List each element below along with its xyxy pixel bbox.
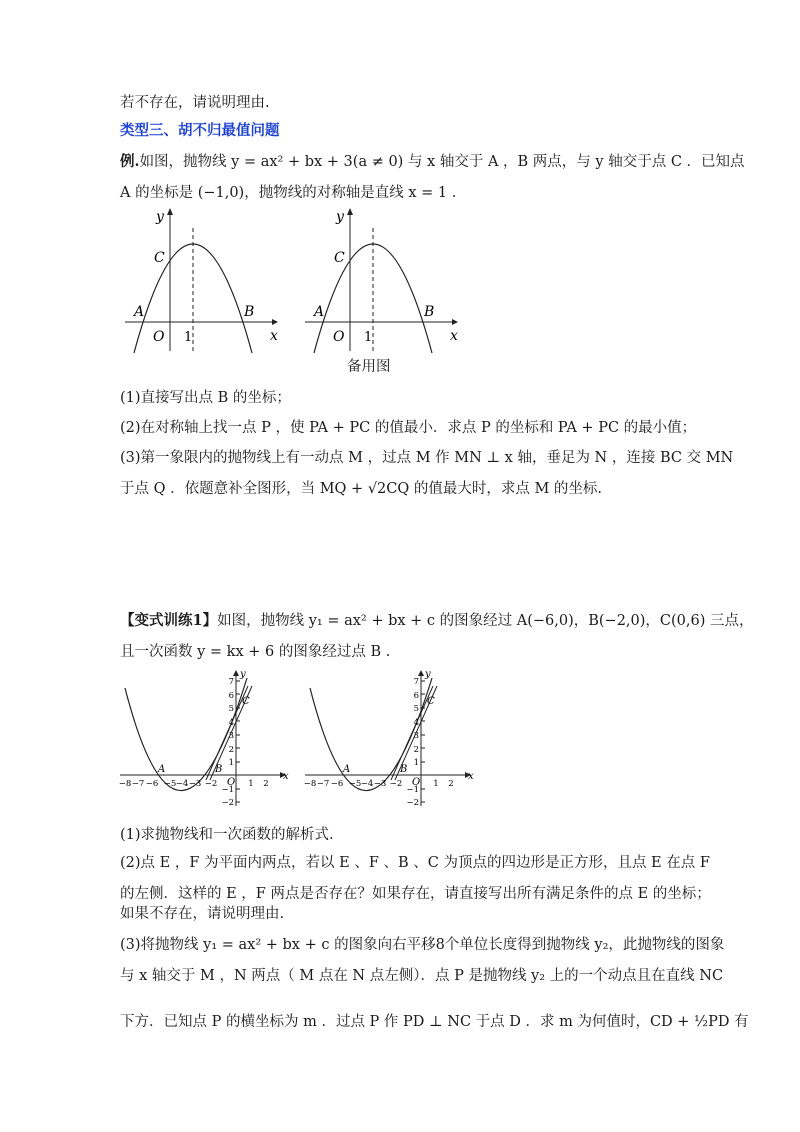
point-c-label: C — [334, 250, 345, 266]
y-tick-neg2: −2 — [221, 798, 234, 808]
variant-intro-1: 如图，抛物线 y₁ = ax² + bx + c 的图象经过 A(−6,0)，B(−2,0)，C(0,6) 三点， — [217, 613, 754, 629]
y-tick-6: 6 — [228, 691, 234, 701]
x-tick-neg8: −8 — [303, 779, 317, 789]
y-tick-5: 5 — [413, 704, 419, 714]
y-tick-2: 2 — [413, 745, 419, 755]
example-text-1: 如图，抛物线 y = ax² + bx + 3(a ≠ 0) 与 x 轴交于 A ，B 两点，与 y 轴交于点 C ．已知点 — [139, 154, 745, 170]
x-label: x — [283, 771, 289, 782]
y-tick-neg2: −2 — [406, 798, 419, 808]
question-3-line-1: (3)第一象限内的抛物线上有一动点 M ，过点 M 作 MN ⊥ x 轴，垂足为 N ，连接 BC 交 MN — [120, 450, 734, 466]
y-tick-3: 3 — [413, 731, 419, 741]
y-axis-arrow — [418, 670, 424, 676]
variant-question-2-line-1: (2)点 E ，F 为平面内两点，若以 E 、F 、B 、C 为顶点的四边形是正方形，且点 E 在点 F — [120, 855, 710, 871]
variant-question-3-line-3: 下方．已知点 P 的横坐标为 m ．过点 P 作 PD ⊥ NC 于点 D ．求 m 为何值时，CD + ½PD 有 — [120, 1014, 749, 1030]
x-tick-neg5: −5 — [348, 779, 362, 789]
x-tick-neg4: −4 — [175, 779, 189, 789]
tick-one-label: 1 — [364, 330, 373, 345]
origin-label: O — [227, 777, 236, 788]
y-label: y — [156, 209, 164, 225]
point-b-label: B — [400, 764, 408, 775]
y-label: y — [240, 669, 246, 680]
variant-label: 【变式训练1】 — [120, 612, 218, 629]
x-tick-neg7: −7 — [316, 779, 330, 789]
y-axis-arrow — [347, 208, 353, 215]
origin-label: O — [412, 777, 421, 788]
parabola-figure-2 — [300, 205, 465, 355]
x-tick-neg8: −8 — [118, 779, 132, 789]
y-tick-1: 1 — [228, 758, 234, 768]
variant-question-3-line-2: 与 x 轴交于 M ，N 两点（ M 点在 N 点左侧）．点 P 是抛物线 y₂ 上的一个动点且在直线 NC — [120, 968, 724, 984]
example-line-1 — [120, 152, 745, 172]
y-tick-7: 7 — [413, 677, 419, 687]
coordinate-graph-1 — [115, 668, 293, 808]
question-1: (1)直接写出点 B 的坐标； — [120, 390, 291, 406]
y-tick-2: 2 — [228, 745, 234, 755]
y-label: y — [336, 209, 344, 225]
x-tick-neg3: −3 — [373, 779, 387, 789]
question-3-line-2: 于点 Q ．依题意补全图形，当 MQ + √2CQ 的值最大时，求点 M 的坐标. — [120, 481, 603, 497]
intro-line: 若不存在，请说明理由. — [120, 95, 270, 111]
y-tick-4: 4 — [228, 718, 234, 728]
point-b-label: B — [215, 764, 223, 775]
variant-question-2-line-3: 如果不存在，请说明理由. — [120, 906, 285, 922]
point-a-label: A — [343, 764, 351, 775]
x-tick-neg4: −4 — [360, 779, 374, 789]
coordinate-graph-2 — [300, 668, 478, 808]
point-c-label: C — [242, 696, 250, 707]
x-label: x — [270, 328, 278, 344]
point-c-label: C — [154, 250, 165, 266]
tick-one-label: 1 — [184, 330, 193, 345]
variant-intro-2: 且一次函数 y = kx + 6 的图象经过点 B . — [120, 644, 391, 660]
x-tick-neg7: −7 — [131, 779, 145, 789]
variant-question-3-line-1: (3)将抛物线 y₁ = ax² + bx + c 的图象向右平移8个单位长度得到抛物线 y₂，此抛物线的图象 — [120, 937, 725, 953]
origin-label: O — [333, 329, 345, 345]
y-axis-arrow — [167, 208, 173, 215]
x-tick-1: 1 — [433, 779, 439, 789]
parabola-figure-1 — [120, 205, 285, 355]
x-tick-neg6: −6 — [330, 779, 344, 789]
y-tick-7: 7 — [228, 677, 234, 687]
y-tick-3: 3 — [228, 731, 234, 741]
x-tick-neg6: −6 — [145, 779, 159, 789]
point-a-label: A — [314, 304, 325, 320]
x-tick-2: 2 — [448, 779, 454, 789]
point-b-label: B — [244, 304, 255, 320]
x-tick-2: 2 — [263, 779, 269, 789]
x-tick-1: 1 — [248, 779, 254, 789]
y-tick-6: 6 — [413, 691, 419, 701]
y-label: y — [425, 669, 431, 680]
y-tick-4: 4 — [413, 718, 419, 728]
point-c-label: C — [427, 696, 435, 707]
question-2: (2)在对称轴上找一点 P ，使 PA + PC 的值最小．求点 P 的坐标和 PA + PC 的最小值； — [120, 420, 697, 436]
x-axis-arrow — [452, 319, 458, 325]
point-a-label: A — [134, 304, 145, 320]
x-label: x — [468, 771, 474, 782]
y-tick-neg1: −1 — [406, 785, 419, 795]
x-tick-neg2: −2 — [389, 779, 403, 789]
example-line-2: A 的坐标是 (−1,0)，抛物线的对称轴是直线 x = 1 . — [120, 185, 457, 201]
section-heading: 类型三、胡不归最值问题 — [120, 123, 280, 139]
y-tick-1: 1 — [413, 758, 419, 768]
variant-question-2-line-2: 的左侧．这样的 E ，F 两点是否存在？如果存在，请直接写出所有满足条件的点 E 的坐标； — [120, 886, 711, 902]
variant-training-line-1 — [120, 611, 754, 631]
y-axis-arrow — [233, 670, 239, 676]
x-axis-arrow — [272, 319, 278, 325]
x-tick-neg2: −2 — [204, 779, 218, 789]
backup-figure-caption: 备用图 — [347, 359, 391, 375]
point-b-label: B — [424, 304, 435, 320]
point-a-label: A — [158, 764, 166, 775]
x-tick-neg3: −3 — [188, 779, 202, 789]
example-label: 例. — [120, 153, 140, 170]
variant-question-1: (1)求抛物线和一次函数的解析式. — [120, 827, 334, 843]
x-tick-neg5: −5 — [163, 779, 177, 789]
x-label: x — [450, 328, 458, 344]
y-tick-5: 5 — [228, 704, 234, 714]
y-tick-neg1: −1 — [221, 785, 234, 795]
origin-label: O — [153, 329, 165, 345]
